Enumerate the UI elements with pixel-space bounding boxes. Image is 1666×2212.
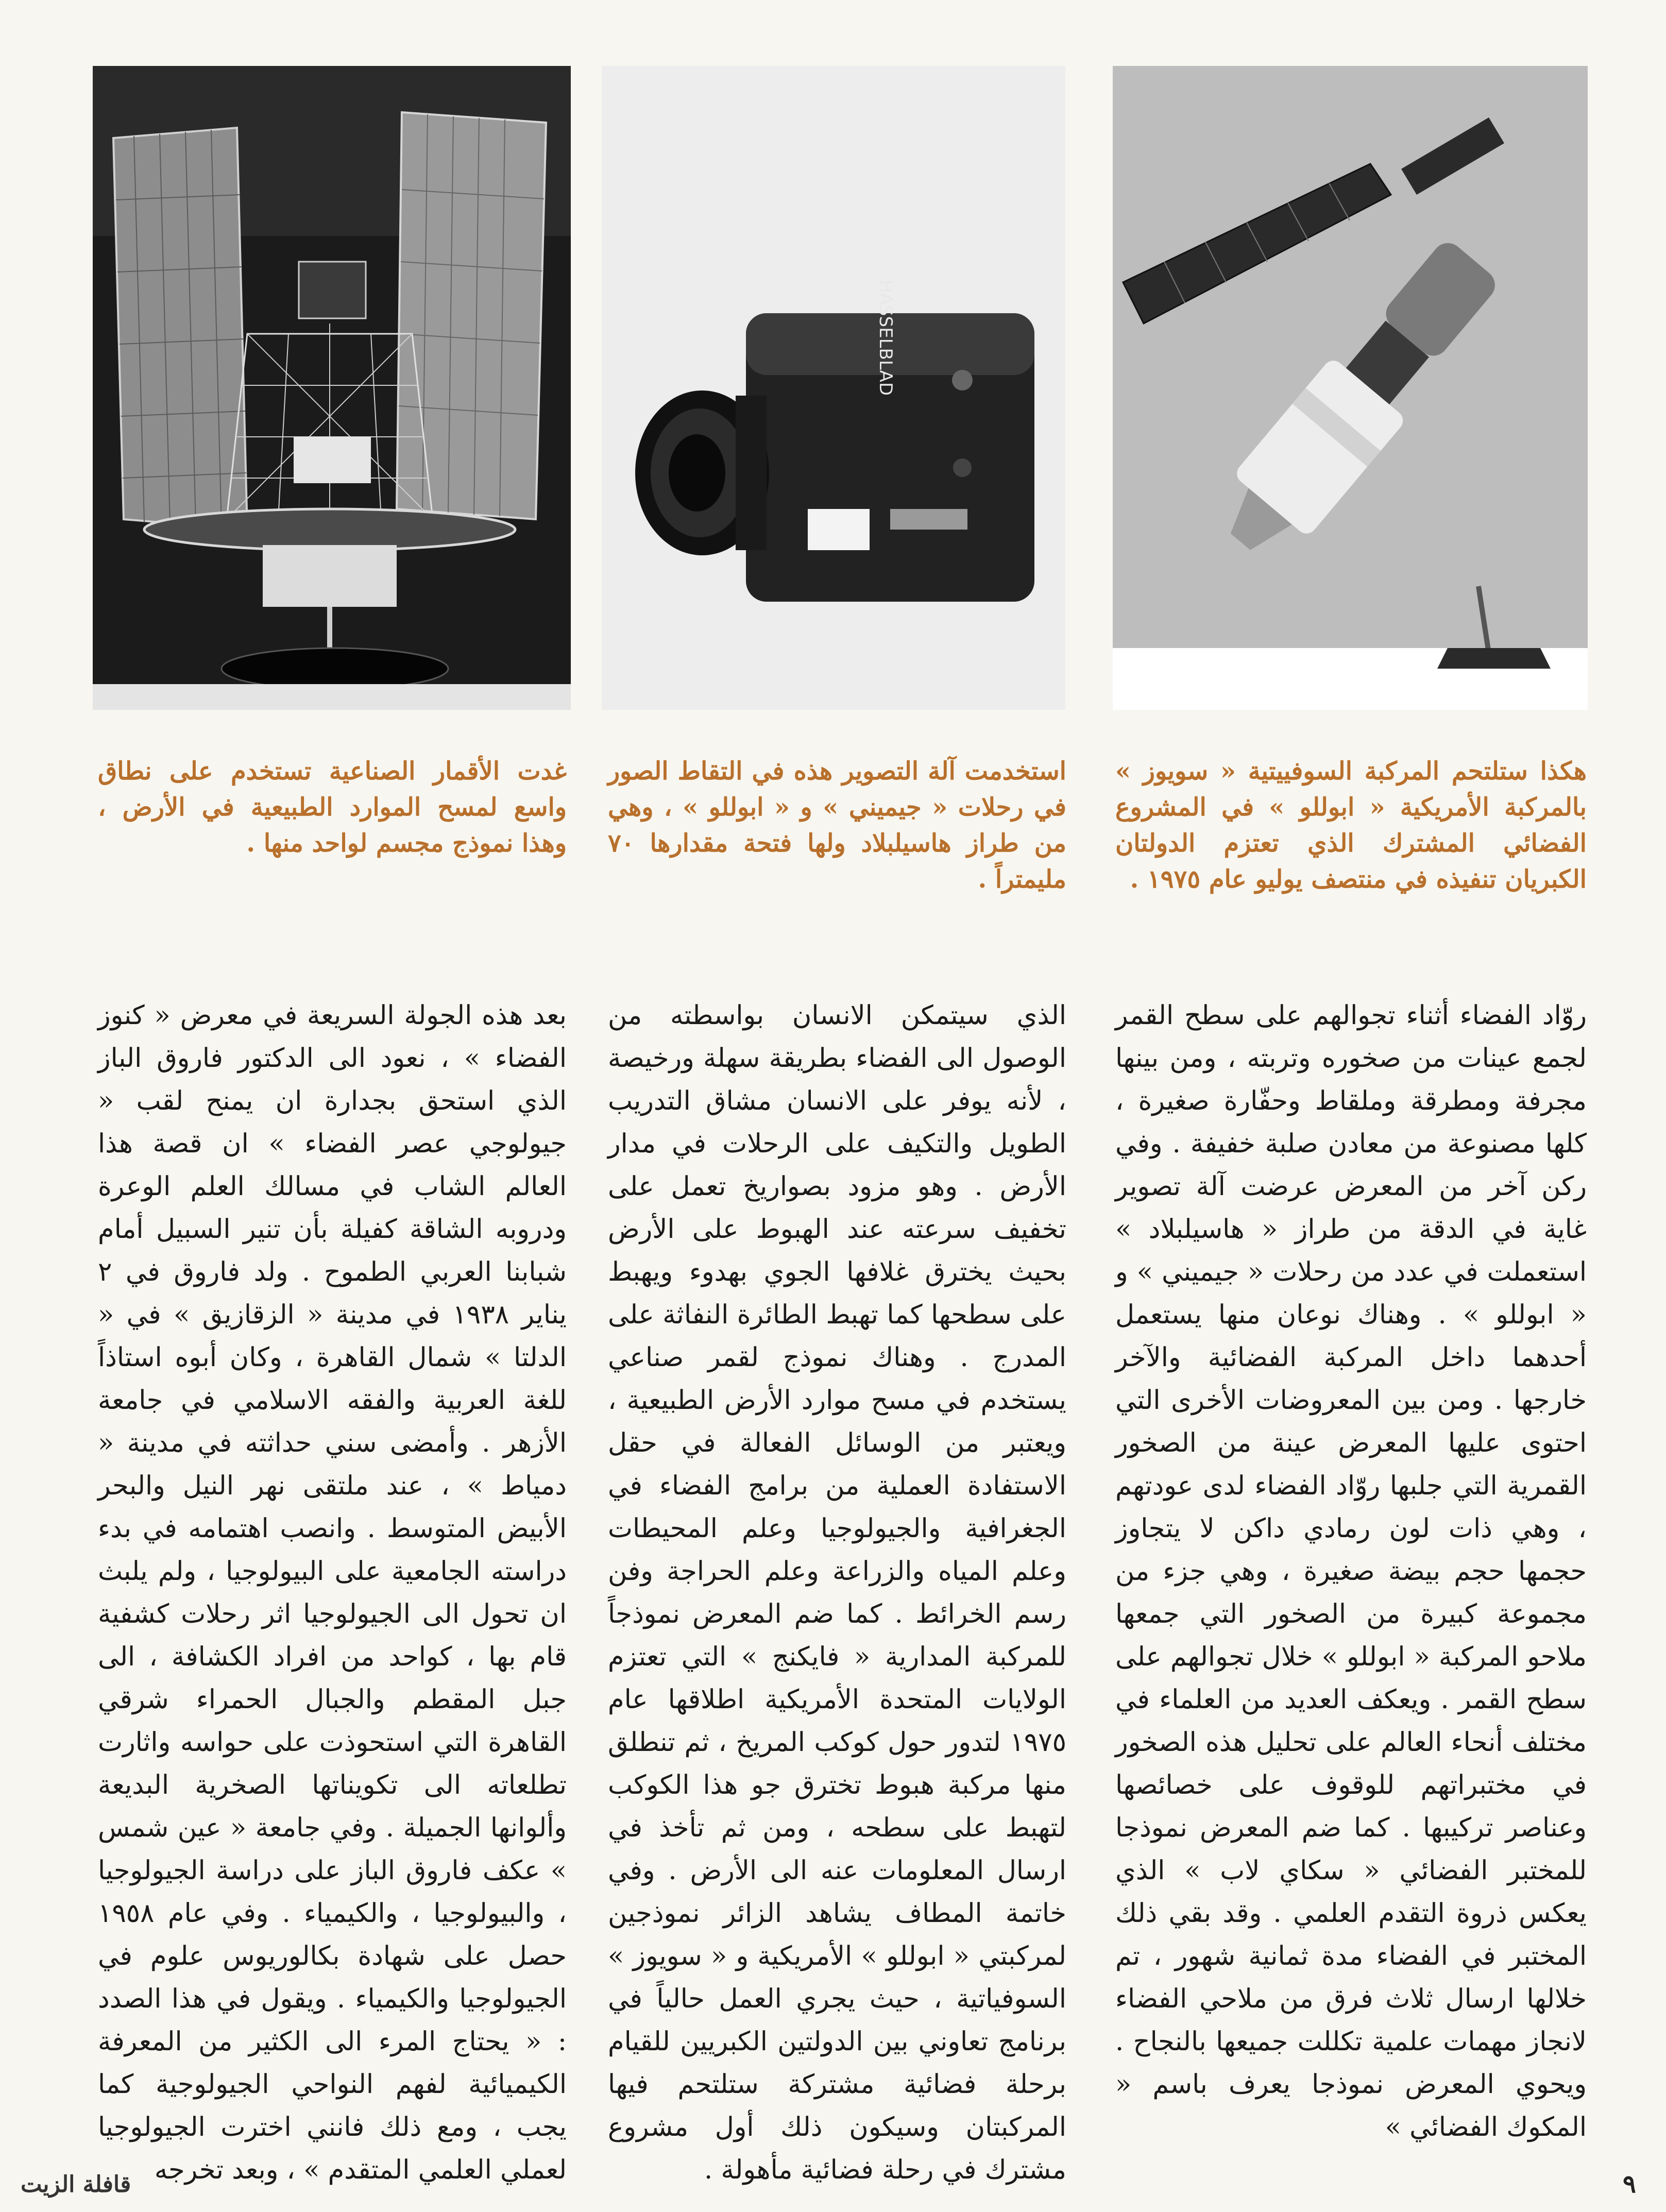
camera-brand-label: HASSELBLAD (875, 280, 896, 396)
magazine-title: قافلة الزيت (21, 2171, 131, 2198)
article-column-left: بعد هذه الجولة السريعة في معرض « كنوز الفضاء » ، نعود الى الدكتور فاروق الباز الذي استحق بجدارة ان يمنح لقب « جيولوجي عصر الفضاء » ان قصة هذا العالم الشاب في مسالك العلم الوعرة ودروبه الشاقة كفيلة بأن تنير السبيل أمام شبابنا العربي الطموح . ولد فاروق في ٢ يناير ١٩٣٨ في مدينة « الزقازيق » في « الدلتا » شمال القاهرة ، وكان أبوه استاذاً للغة العربية والفقه الاسلامي في جامعة الأزهر . وأمضى سني حداثته في مدينة « دمياط » ، عند ملتقى نهر النيل والبحر الأبيض المتوسط . وانصب اهتمامه في بدء دراسته الجامعية على البيولوجيا ، ولم يلبث ان تحول الى الجيولوجيا اثر رحلات كشفية قام بها ، كواحد من افراد الكشافة ، الى جبل المقطم والجبال الحمراء شرقي القاهرة التي استحوذت على حواسه واثارت تطلعاته الى تكويناتها الصخرية البديعة وألوانها الجميلة . وفي جامعة « عين شمس » عكف فاروق الباز على دراسة الجيولوجيا ، والبيولوجيا ، والكيمياء . وفي عام ١٩٥٨ حصل على شهادة بكالوريوس علوم في الجيولوجيا والكيمياء . ويقول في هذا الصدد : « يحتاج المرء الى الكثير من المعرفة الكيميائية لفهم النواحي الجيولوجية كما يجب ، ومع ذلك فانني اخترت الجيولوجيا لعملي العلمي المتقدم » ، وبعد تخرجه (98, 1000, 567, 2185)
caption-camera: استخدمت آلة التصوير هذه في التقاط الصور في رحلات « جيميني » و « ابوللو » ، وهي من طراز هاسيلبلاد ولها فتحة مقدارها ٧٠ مليمتراً . (608, 757, 1066, 894)
page-number: ٩ (1623, 2170, 1636, 2199)
caption-satellite: غدت الأقمار الصناعية تستخدم على نطاق واسع لمسح الموارد الطبيعية في الأرض ، وهذا نموذج مجسم لواحد منها . (98, 757, 567, 858)
soyuz-apollo-model-photo (1113, 66, 1588, 710)
caption-soyuz-apollo: هكذا ستلتحم المركبة السوفييتية « سويوز » بالمركبة الأمريكية « ابوللو » في المشروع الفضائي المشترك الذي تعتزم الدولتان الكبريان تنفيذه في منتصف يوليو عام ١٩٧٥ . (1115, 757, 1587, 894)
article-column-middle: الذي سيتمكن الانسان بواسطته من الوصول الى الفضاء بطريقة سهلة ورخيصة ، لأنه يوفر على الانسان مشاق التدريب الطويل والتكيف على الرحلات في مدار الأرض . وهو مزود بصواريخ تعمل على تخفيف سرعته عند الهبوط على الأرض بحيث يخترق غلافها الجوي بهدوء ويهبط على سطحها كما تهبط الطائرة النفاثة على المدرج . وهناك نموذج لقمر صناعي يستخدم في مسح موارد الأرض الطبيعية ، ويعتبر من الوسائل الفعالة في حقل الاستفادة العملية من برامج الفضاء في الجغرافية والجيولوجيا وعلم المحيطات وعلم المياه والزراعة وعلم الحراجة وفن رسم الخرائط . كما ضم المعرض نموذجاً للمركبة المدارية « فايكنج » التي تعتزم الولايات المتحدة الأمريكية اطلاقها عام ١٩٧٥ لتدور حول كوكب المريخ ، ثم تنطلق منها مركبة هبوط تخترق جو هذا الكوكب لتهبط على سطحه ، ومن ثم تأخذ في ارسال المعلومات عنه الى الأرض . وفي خاتمة المطاف يشاهد الزائر نموذجين لمركبتي « ابوللو » الأمريكية و « سويوز » السوفياتية ، حيث يجري العمل حالياً في برنامج تعاوني بين الدولتين الكبريين للقيام برحلة فضائية مشتركة ستلتحم فيها المركبتان وسيكون ذلك أول مشروع مشترك في رحلة فضائية مأهولة . (608, 1000, 1066, 2185)
article-column-right: روّاد الفضاء أثناء تجوالهم على سطح القمر لجمع عينات من صخوره وتربته ، ومن بينها مجرفة ومطرقة وملقاط وحفّارة صغيرة ، كلها مصنوعة من معادن صلبة خفيفة . وفي ركن آخر من المعرض عرضت آلة تصوير غاية في الدقة من طراز « هاسيلبلاد » استعملت في عدد من رحلات « جيميني » و « ابوللو » . وهناك نوعان منها يستعمل أحدهما داخل المركبة الفضائية والآخر خارجها . ومن بين المعروضات الأخرى التي احتوى عليها المعرض عينة من الصخور القمرية التي جلبها روّاد الفضاء لدى عودتهم ، وهي ذات لون رمادي داكن لا يتجاوز حجمها حجم بيضة صغيرة ، وهي جزء من مجموعة كبيرة من الصخور التي جمعها ملاحو المركبة « ابوللو » خلال تجوالهم على سطح القمر . ويعكف العديد من العلماء في مختلف أنحاء العالم على تحليل هذه الصخور في مختبراتهم للوقوف على خصائصها وعناصر تركيبها . كما ضم المعرض نموذجا للمختبر الفضائي « سكاي لاب » الذي يعكس ذروة التقدم العلمي . وقد بقي ذلك المختبر في الفضاء مدة ثمانية شهور ، تم خلالها ارسال ثلاث فرق من ملاحي الفضاء لانجاز مهمات علمية تكللت جميعها بالنجاح . ويحوي المعرض نموذجا يعرف باسم « المكوك الفضائي » (1115, 1000, 1587, 2142)
satellite-model-photo (93, 66, 571, 710)
hasselblad-camera-photo (602, 66, 1065, 710)
